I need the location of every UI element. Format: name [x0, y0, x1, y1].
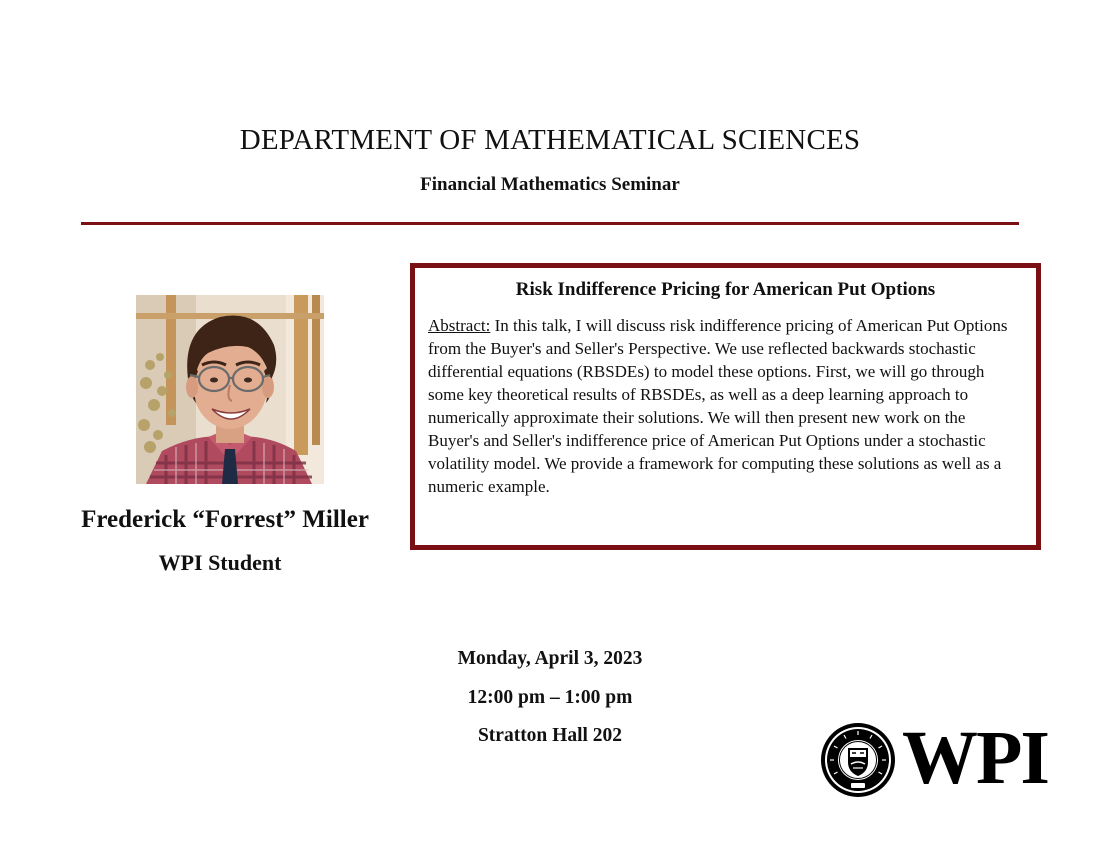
- abstract-box: [410, 263, 1041, 550]
- seminar-name: Financial Mathematics Seminar: [420, 174, 680, 195]
- header-divider: [81, 222, 1019, 225]
- wpi-seal-icon: [820, 722, 896, 798]
- speaker-affiliation: WPI Student: [158, 550, 282, 575]
- event-time: 12:00 pm – 1:00 pm: [467, 687, 633, 708]
- wpi-wordmark: WPI: [902, 716, 1048, 800]
- talk-title: Risk Indifference Pricing for American Put Options: [515, 279, 936, 300]
- wpi-logo: [820, 716, 1070, 800]
- speaker-name: Frederick “Forrest” Miller: [81, 506, 369, 533]
- event-date: Monday, April 3, 2023: [457, 648, 643, 669]
- abstract-label: Abstract:: [428, 316, 491, 335]
- department-title: DEPARTMENT OF MATHEMATICAL SCIENCES: [239, 124, 861, 156]
- abstract-text: [428, 314, 1020, 498]
- speaker-photo: [136, 295, 324, 484]
- event-location: Stratton Hall 202: [477, 725, 623, 746]
- abstract-body: In this talk, I will discuss risk indifference pricing of American Put Options from the Buyer's and Seller's Perspective. We use reflected backwards stochastic differential equations (RBSDEs) to model these options. First, we will go through some key theoretical results of RBSDEs, as well as a deep learning approach to numerically approximate their solutions. We will then present new work on the Buyer's and Seller's indifference price of American Put Options under a stochastic volatility model. We provide a framework for computing these solutions as well as a numeric example.: [428, 316, 1008, 496]
